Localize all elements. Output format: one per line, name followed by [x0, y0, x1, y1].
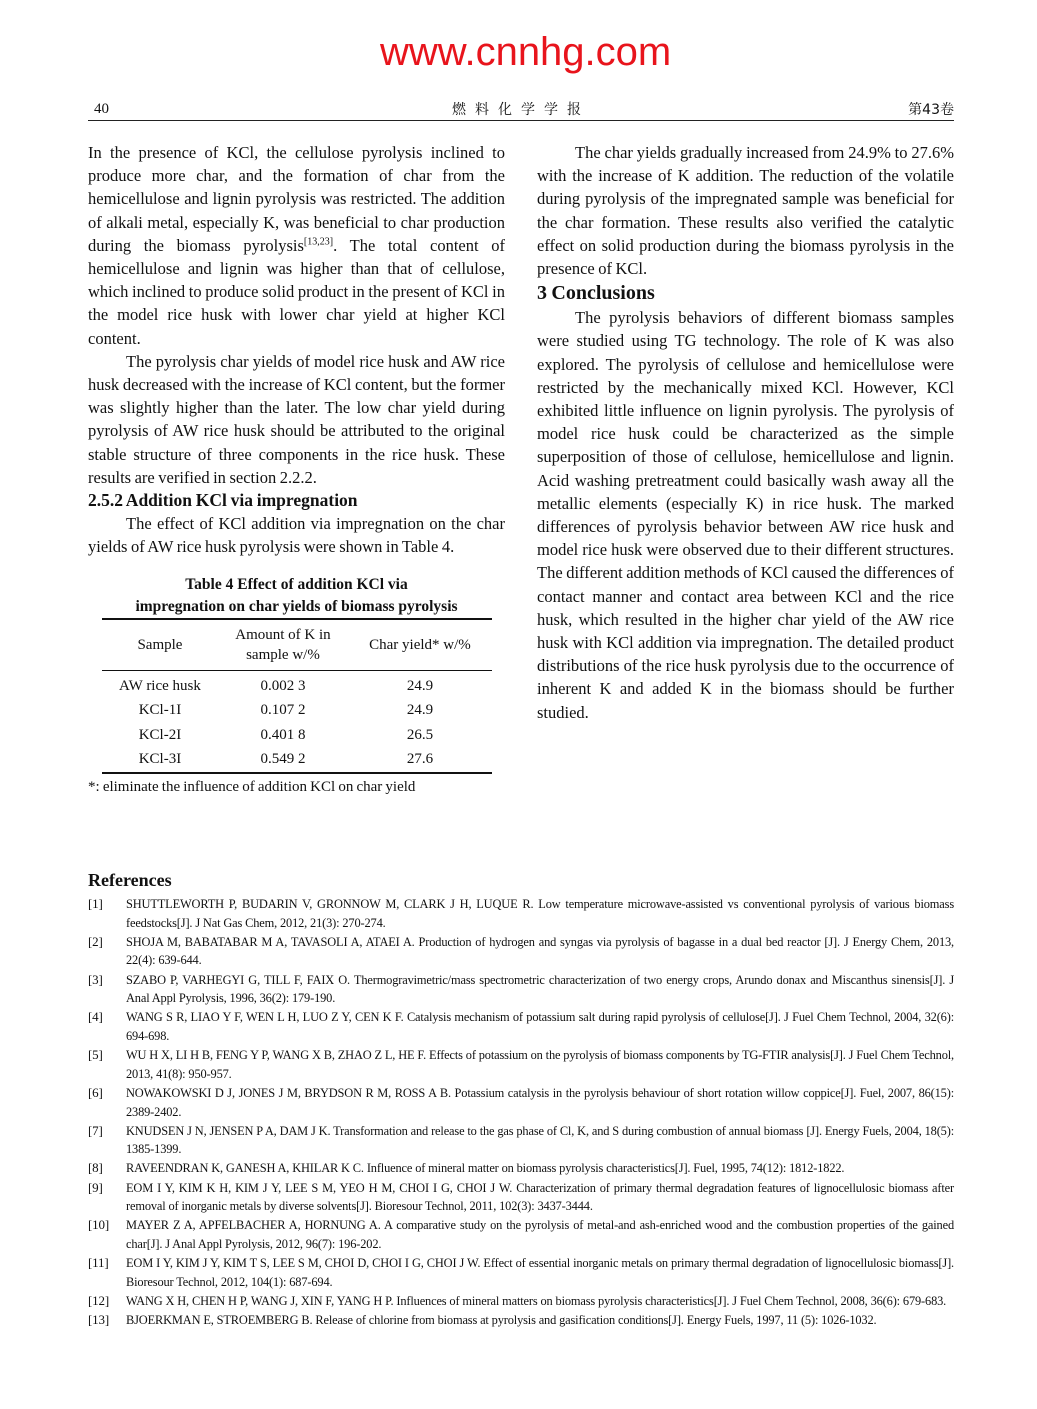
paragraph: The pyrolysis char yields of model rice husk and AW rice husk decreased with the increase of KCl content, but the former was slightly higher than the later. The low char yield during pyrolysis of AW rice husk should be attributed to the original stable structure of three components in the rice husk. These results are verified in section 2.2.2.	[88, 351, 505, 487]
col-header: Amount of K in sample w/%	[218, 619, 348, 671]
reference-item	[88, 1311, 954, 1330]
table-row	[102, 723, 492, 748]
watermark: www.cnnhg.com	[380, 30, 672, 74]
reference-item	[88, 1254, 954, 1291]
paragraph: The char yields gradually increased from 24.9% to 27.6% with the increase of K addition. The reduction of the volatile during pyrolysis of the impregnated sample was beneficial for the char formation. These results also verified the catalytic effect on solid production during the biomass pyrolysis in the presence of KCl.	[537, 143, 954, 279]
reference-number: [5]	[88, 1047, 103, 1063]
reference-text: BJOERKMAN E, STROEMBERG B. Release of chlorine from biomass at pyrolysis and gasification conditions[J]. Energy Fuels, 1997, 11 (5): 1026-1032.	[126, 1313, 877, 1328]
section-heading: 3 Conclusions	[537, 282, 655, 305]
paragraph	[88, 141, 505, 350]
paragraph: The pyrolysis behaviors of different biomass samples were studied using TG technology. The role of K was also explored. The pyrolysis of cellulose and hemicellulose were restricted by the mechanically mixed KCl. However, KCl exhibited little influence on lignin pyrolysis. The pyrolysis of model rice husk could be characterized as the simple superposition of those of cellulose, hemicellulose and lignin. Acid washing pretreatment could basically wash away all the metallic elements (especially K) in rice husk. The marked differences of pyrolysis behavior between AW rice husk and model rice husk were observed due to their different structures. The different addition methods of KCl caused the differences of contact manner and contact area between KCl and the rice husk, which resulted in the higher char yield of the AW rice husk with KCl addition via impregnation. The detailed product distributions of the rice husk pyrolysis due to the occurrence of inherent K and added K in the biomass should be further studied.	[537, 308, 954, 722]
table-cell: 27.6	[406, 751, 434, 768]
reference-item	[88, 933, 954, 970]
reference-text: NOWAKOWSKI D J, JONES J M, BRYDSON R M, ROSS A B. Potassium catalysis in the pyrolysis behaviour of short rotation willow coppice[J]. Fuel, 2007, 86(15): 2389-2402.	[126, 1085, 954, 1119]
reference-text: RAVEENDRAN K, GANESH A, KHILAR K C. Influence of mineral matter on biomass pyrolysis characteristics[J]. Fuel, 1995, 74(12): 1812-1822.	[126, 1161, 845, 1176]
table-row	[102, 747, 492, 773]
table-cell: KCl-1I	[138, 702, 182, 719]
reference-number: [9]	[88, 1179, 103, 1195]
col-header: Char yield* w/%	[348, 619, 492, 671]
table-row	[102, 698, 492, 723]
reference-item	[88, 1179, 954, 1216]
paragraph: The effect of KCl addition via impregnation on the char yields of AW rice husk pyrolysis were shown in Table 4.	[88, 514, 505, 557]
reference-item	[88, 1292, 954, 1311]
caption-line: Table 4 Effect of addition KCl via	[185, 575, 408, 593]
table-footnote: *: eliminate the influence of addition KCl on char yield	[88, 778, 416, 795]
volume-label: 第43卷	[908, 102, 954, 118]
reference-number: [3]	[88, 971, 103, 987]
table-cell: 24.9	[406, 677, 434, 694]
reference-number: [2]	[88, 933, 103, 949]
table-cell: 0.107 2	[260, 702, 306, 719]
table-cell: KCl-2I	[138, 726, 182, 743]
reference-number: [7]	[88, 1122, 103, 1138]
reference-number: [1]	[88, 896, 103, 911]
reference-number: [10]	[88, 1217, 110, 1233]
table-row	[102, 670, 492, 698]
table-cell: AW rice husk	[119, 677, 201, 694]
table-4	[102, 618, 492, 774]
reference-item	[88, 1008, 954, 1045]
section-heading: 2.5.2 Addition KCl via impregnation	[88, 490, 358, 511]
caption-line: impregnation on char yields of biomass pyrolysis	[135, 597, 458, 615]
table-caption	[88, 574, 505, 618]
reference-text: SZABO P, VARHEGYI G, TILL F, FAIX O. Thermogravimetric/mass spectrometric characterization of two energy crops, Arundo donax and Miscanthus sinensis[J]. J Anal Appl Pyrolysis, 1996, 36(2): 179-190.	[126, 972, 954, 1006]
col-header: Sample	[102, 619, 218, 671]
left-column	[88, 141, 505, 799]
reference-number: [8]	[88, 1160, 103, 1176]
reference-number: [13]	[88, 1312, 110, 1328]
reference-text: EOM I Y, KIM J Y, KIM T S, LEE S M, CHOI D, CHOI I G, CHOI J W. Effect of essential inorganic metals on primary thermal degradation of lignocellulosic biomass[J]. Bioresour Technol, 2012, 104(1): 687-694.	[126, 1256, 954, 1289]
reference-text: KNUDSEN J N, JENSEN P A, DAM J K. Transformation and release to the gas phase of Cl, K, and S during combustion of annual biomass [J]. Energy Fuels, 2004, 18(5): 1385-1399.	[126, 1123, 954, 1157]
table-cell: 0.401 8	[260, 726, 306, 743]
paragraph-text: . The total content of hemicellulose and lignin was higher than that of cellulose, which inclined to produce solid product in the present of KCl in the model rice husk with lower char yield at higher KCl content.	[88, 235, 505, 348]
reference-text: EOM I Y, KIM K H, KIM J Y, LEE S M, YEO H M, CHOI I G, CHOI J W. Characterization of primary thermal degradation features of lignocellulosic biomass after removal of inorganic metals by diverse solvents[J]. Bioresour Technol, 2011, 102(3): 3437-3444.	[126, 1180, 954, 1214]
reference-number: [4]	[88, 1009, 103, 1025]
page-number: 40	[94, 101, 109, 117]
table-cell: 26.5	[406, 726, 434, 743]
reference-text: SHUTTLEWORTH P, BUDARIN V, GRONNOW M, CLARK J H, LUQUE R. Low temperature microwave-assisted vs conventional pyrolysis of various biomass feedstocks[J]. J Nat Gas Chem, 2012, 21(3): 270-274.	[126, 897, 954, 930]
table-cell: 0.549 2	[260, 751, 306, 768]
reference-item	[88, 1159, 954, 1178]
reference-text: MAYER Z A, APFELBACHER A, HORNUNG A. A comparative study on the pyrolysis of metal-and ash-enriched wood and the combustion properties of the gained char[J]. J Anal Appl Pyrolysis, 2012, 96(7): 196-202.	[126, 1218, 954, 1252]
reference-text: WANG X H, CHEN H P, WANG J, XIN F, YANG H P. Influences of mineral matters on biomass pyrolysis characteristics[J]. J Fuel Chem Technol, 2008, 36(6): 679-683.	[126, 1294, 947, 1308]
references-title: References	[88, 870, 172, 890]
reference-number: [11]	[88, 1255, 109, 1271]
reference-text: WANG S R, LIAO Y F, WEN L H, LUO Z Y, CEN K F. Catalysis mechanism of potassium salt during rapid pyrolysis of cellulose[J]. J Fuel Chem Technol, 2004, 32(6): 694-698.	[126, 1010, 954, 1043]
journal-title: 燃料化学学报	[452, 102, 590, 118]
reference-text: WU H X, LI H B, FENG Y P, WANG X B, ZHAO Z L, HE F. Effects of potassium on the pyrolysis of biomass components by TG-FTIR analysis[J]. J Fuel Chem Technol, 2013, 41(8): 950-957.	[126, 1048, 954, 1081]
paragraph-text: In the presence of KCl, the cellulose pyrolysis inclined to produce more char, and the formation of char from the hemicellulose and lignin pyrolysis was restricted. The addition of alkali metal, especially K, was beneficial to char production during the biomass pyrolysis	[88, 143, 505, 255]
reference-number: [12]	[88, 1293, 110, 1308]
reference-text: SHOJA M, BABATABAR M A, TAVASOLI A, ATAEI A. Production of hydrogen and syngas via pyrolysis of bagasse in a dual bed reactor [J]. J Energy Chem, 2013, 22(4): 639-644.	[126, 934, 954, 968]
right-column	[537, 141, 954, 724]
reference-item	[88, 1122, 954, 1159]
reference-number: [6]	[88, 1084, 103, 1100]
running-header	[88, 98, 954, 121]
reference-item	[88, 1084, 954, 1121]
table-cell: KCl-3I	[138, 751, 182, 768]
reference-item	[88, 971, 954, 1008]
reference-item	[88, 1216, 954, 1253]
reference-item	[88, 895, 954, 932]
table-cell: 0.002 3	[260, 677, 306, 694]
citation: [13,23]	[303, 236, 334, 248]
references	[88, 870, 954, 1330]
table-cell: 24.9	[406, 702, 434, 719]
reference-item	[88, 1046, 954, 1083]
